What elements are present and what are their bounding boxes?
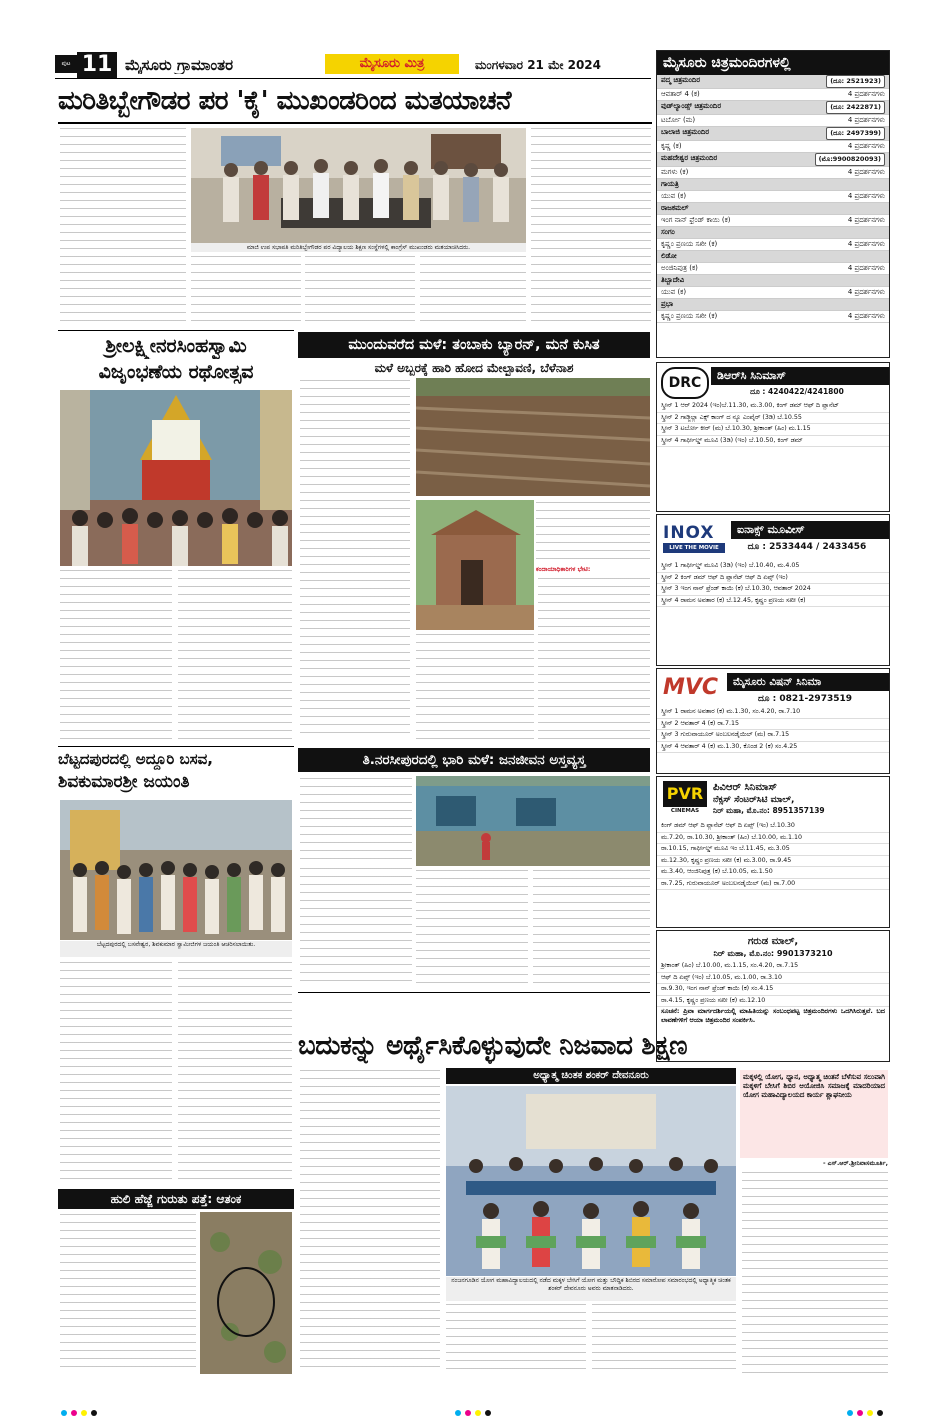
theatre-row	[657, 179, 889, 191]
lead-body-text-3	[305, 256, 415, 328]
theatre-name: ತಿಬ್ಬಾದೇವಿ	[661, 276, 685, 284]
sidebar-note-text: ಮಕ್ಕಳಲ್ಲಿ ಯೋಗ, ಧ್ಯಾನ, ಅಧ್ಯಾತ್ಮ ಚಿಂತನೆ ಬೆಳೆಸುವ ಸಲುವಾಗಿ ಮಕ್ಕಳಿಗೆ ಬೇಸಿಗೆ ಶಿಬಿರ ಆಯೋಜಿಸಿ ಸಮಾಜಕ್ಕೆ ಮಾದರಿಯಾದ ಯೋಗ ಮಹಾವಿದ್ಯಾಲಯದ ಕಾರ್ಯ ಶ್ಲಾಘನೀಯ	[743, 1073, 885, 1099]
theatre-name: ಇಂಗ ನಾನ್ ಫ್ರೆಂಡ್ ಕಾಯಿ (ಕ)	[661, 216, 731, 224]
schedule-row: ರಾ.9.30, ಇಂಗ ನಾನ್ ಫ್ರೆಂಡ್ ಕಾಯಿ (ಕ) ಸಂ.4.15	[657, 984, 889, 996]
pvr-block	[656, 776, 890, 928]
education-caption: ನಂಜನಗೂಡಿನ ಯೋಗ ಮಹಾವಿದ್ಯಾಲಯದಲ್ಲಿ ನಡೆದ ಮಕ್ಕಳ ಬೇಸಿಗೆ ಯೋಗ ಮತ್ತು ಬೌದ್ಧಿಕ ಶಿಬಿರದ ಸಮಾರೋಪ ಸಮಾರಂಭದಲ್ಲಿ ಅಧ್ಯಾತ್ಮಿಕ ಚಿಂತಕ ಶಂಕರ್ ದೇವನೂರು ಅವರು ಮಾತನಾಡಿದರು.	[446, 1277, 736, 1301]
lead-body-text-5	[531, 128, 651, 328]
theatre-row	[657, 227, 889, 239]
schedule-row: ರಾ.7.25, ಗುರುವಾಯೂರ್ ಅಂಬಲನಡೈಯಿಲ್ (ಮ) ರಾ.7.00	[657, 879, 889, 891]
lead-body-text-2	[191, 256, 301, 328]
theatre-info: 4 ಪ್ರದರ್ಶನಗಳು	[847, 116, 885, 124]
chariot-headline-1: ಶ್ರೀಲಕ್ಷ್ಮೀನರಸಿಂಹಸ್ವಾಮಿ	[105, 335, 247, 357]
theatre-info: 4 ಪ್ರದರ್ಶನಗಳು	[847, 312, 885, 320]
schedule-row: ಮ.7.20, ರಾ.10.30, ಶ್ರೀಕಾಂತ್ (ಹಿಂ) ಬೆ.10.00, ಮ.1.10	[657, 833, 889, 845]
tnarsipur-body	[300, 778, 412, 860]
theatre-name: ಅಂಜಿನಿಪುತ್ರ (ಕ)	[661, 264, 698, 272]
page-number: 11	[77, 52, 117, 78]
theatre-row	[657, 115, 889, 127]
registration-dots-left	[60, 1402, 100, 1410]
registration-dots-mid	[454, 1402, 494, 1410]
theatre-row	[657, 203, 889, 215]
header-bar	[55, 52, 651, 79]
theatre-row	[657, 89, 889, 101]
theatre-info: 4 ಪ್ರದರ್ಶನಗಳು	[847, 192, 885, 200]
theatre-name: ಕೃಷ್ಣಂ ಪ್ರಣಯ ಸಖೀ (ಕ)	[661, 240, 718, 248]
rain-field-photo	[416, 378, 650, 496]
theatre-name: ಯುವ (ಕ)	[661, 288, 687, 296]
basava-headline-2: ಶಿವಕುಮಾರಶ್ರೀ ಜಯಂತಿ	[58, 772, 190, 792]
schedule-row: ಸ್ಕ್ರೀನ್ 3 ಟರ್ಬೋ ಕೀರ್ (ಮ) ಬೆ.10.30, ಶ್ರೀಕಾಂತ್ (ಹಿಂ) ಮ.1.15	[657, 424, 889, 436]
schedule-row: ಕಿಂಗ್ ಡಮ್ ಆಫ್ ದಿ ಪ್ಲಾನೆಟ್ ಆಫ್ ದಿ ಏಪ್ಸ್ (ಇಂ) ಬೆ.10.30	[657, 821, 889, 833]
theatre-row	[657, 191, 889, 203]
tnarsipur-headline: ತಿ.ನರಸೀಪುರದಲ್ಲಿ ಭಾರಿ ಮಳೆ: ಜನಜೀವನ ಅಸ್ತವ್ಯಸ್ತ	[298, 748, 650, 772]
drc-block	[656, 362, 890, 512]
theatre-row	[657, 101, 889, 115]
chariot-headline-2: ವಿಜೃಂಭಣೆಯ ರಥೋತ್ಸವ	[98, 361, 254, 383]
lead-photo	[191, 128, 526, 243]
schedule-row: ಸ್ಕ್ರೀನ್ 2 ಕಿಂಗ್ ಡಮ್ ಆಫ್ ದಿ ಪ್ಲಾನೆಟ್ ಆಫ್ ದಿ ಏಪ್ಸ್ (ಇಂ)	[657, 573, 889, 585]
theatre-name: ಗಾಯತ್ರಿ	[661, 180, 679, 188]
theatre-info: (ಮೊ:9900820093)	[815, 153, 885, 166]
schedule-row: ಸ್ಕ್ರೀನ್ 2 ಗಾಡ್ಜಿಲ್ಲಾ ಎಕ್ಸ್ ಕಾಂಗ್ ದ ನ್ಯೂ ಎಂಪೈರ್ (3ಡಿ) ಬೆ.10.55	[657, 413, 889, 425]
pvr-logo-sub: CINEMAS	[670, 808, 700, 814]
mvc-title: ಮೈಸೂರು ವಿಷನ್ ಸಿನಿಮಾ	[727, 673, 889, 691]
schedule-row: ಮ.3.40, ಆಂಜಿನಿಪುತ್ರ (ಕ) ಬೆ.10.05, ಮ.1.50	[657, 867, 889, 879]
theatre-name: ಬಾಲಾಜಿ ಚಿತ್ರಮಂದಿರ	[661, 128, 710, 136]
theatre-info: 4 ಪ್ರದರ್ಶನಗಳು	[847, 240, 885, 248]
garuda-phone: ನಿರ್ ಮಹಾ, ಮೊ.ನಂ: 9901373210	[713, 949, 833, 958]
lead-body-text	[60, 128, 186, 328]
lead-body-text-4	[420, 256, 526, 328]
schedule-row: ಸ್ಕ್ರೀನ್ 3 ಗುರುವಾಯೂರ್ ಅಂಬಲನಡೈಯಿಲ್ (ಮ) ರಾ.7.15	[657, 730, 889, 742]
inox-phone: ದೂ : 2533444 / 2433456	[747, 542, 867, 552]
pvr-title: ಪಿವಿಆರ್ ಸಿನಿಮಾಸ್	[713, 782, 777, 793]
schedule-row: ಮ.12.30, ಕೃಷ್ಣಂ ಪ್ರಣಯ ಸಖೀ (ಕ) ಮ.3.00, ರಾ.9.45	[657, 856, 889, 868]
education-photo	[446, 1086, 736, 1276]
theatre-title: ಮೈಸೂರು ಚಿತ್ರಮಂದಿರಗಳಲ್ಲಿ	[657, 51, 889, 75]
registration-dots-right	[846, 1402, 886, 1410]
theatre-row	[657, 167, 889, 179]
theatre-name: ಮಗಳು (ಕ)	[661, 168, 689, 176]
theatre-info: 4 ಪ್ರದರ್ಶನಗಳು	[847, 168, 885, 176]
basava-body-2	[178, 962, 292, 1184]
drc-title: ಡಿಆರ್‌ಸಿ ಸಿನಿಮಾಸ್	[711, 367, 889, 385]
basava-headline-1: ಬೆಟ್ಟದಪುರದಲ್ಲಿ ಅದ್ದೂರಿ ಬಸವ,	[58, 750, 213, 768]
theatre-name: ಕೃಷ್ಣಂ ಪ್ರಣಯ ಸಖೀ (ಕ)	[661, 312, 718, 320]
theatre-row	[657, 311, 889, 323]
issue-date: ಮಂಗಳವಾರ 21 ಮೇ 2024	[475, 58, 602, 72]
theatre-name: ಕೃಷ್ಣ (ಕ)	[661, 142, 682, 150]
theatre-info: 4 ಪ್ರದರ್ಶನಗಳು	[847, 142, 885, 150]
inox-title: ಐನಾಕ್ಸ್ ಮೂವೀಸ್	[731, 521, 889, 539]
theatre-row	[657, 299, 889, 311]
education-kicker: ಅಧ್ಯಾತ್ಮ ಚಿಂತಕ ಶಂಕರ್ ದೇವನೂರು	[446, 1068, 736, 1084]
theatre-row	[657, 287, 889, 299]
theatre-name: ಆವತಾರ್ 4 (ಕ)	[661, 90, 700, 98]
tnarsipur-photo	[416, 776, 650, 866]
inox-logo: INOX	[663, 523, 715, 543]
theatre-name: ವುಡ್‌ಲ್ಯಾಂಡ್ಸ್ ಚಿತ್ರಮಂದಿರ	[661, 102, 722, 110]
schedule-row: ಆಫ್ ದಿ ಏಪ್ಸ್ (ಇಂ) ಬೆ.10.05, ಮ.1.00, ರಾ.3.10	[657, 973, 889, 985]
rain-body-3	[416, 634, 534, 740]
theatre-info: (ದೂ: 2521923)	[826, 75, 885, 88]
schedule-row: ಸ್ಕ್ರೀನ್ 1 ಆರ್ 2024 (ಇಂ)ಬೆ.11.30, ಮ.3.00, ಕಿಂಗ್ ಡಮ್ ಆಫ್ ದಿ ಪ್ಲಾನೆಟ್	[657, 401, 889, 413]
garuda-title: ಗರುಡ ಮಾಲ್,	[747, 936, 799, 947]
education-byline: - ಎಸ್.ಆರ್.ಶ್ರೀನಿವಾಸಮೂರ್ತಿ,	[822, 1160, 888, 1167]
inox-logo-sub: LIVE THE MOVIE	[663, 543, 725, 553]
rain-subhead: ಮಳೆ ಅಬ್ಬರಕ್ಕೆ ಹಾರಿ ಹೋದ ಮೇಲ್ಛಾವಣಿ, ಬೆಳೆನಾಶ	[374, 361, 574, 375]
schedule-row: ಶ್ರೀಕಾಂತ್ (ಹಿಂ) ಬೆ.10.00, ಮ.1.15, ಸಂ.4.20, ರಾ.7.15	[657, 961, 889, 973]
lead-caption: ಮಾಜಿ ಉಪ ಸಭಾಪತಿ ಮರಿತಿಬ್ಬೇಗೌಡರ ಪರ ವಿದ್ಯಾಲಯ ಶಿಕ್ಷಣ ಸಂಸ್ಥೆಗಳಲ್ಲಿ ಕಾಂಗ್ರೆಸ್ ಮುಖಂಡರು ಮತಯಾಚಿಸಿದರು.	[191, 243, 526, 252]
garuda-block	[656, 930, 890, 1062]
theatre-name: ಮಹದೇಶ್ವರ ಚಿತ್ರಮಂದಿರ	[661, 154, 718, 162]
basava-photo	[60, 800, 292, 940]
education-headline: ಬದುಕನ್ನು ಅರ್ಥೈಸಿಕೊಳ್ಳುವುದೇ ನಿಜವಾದ ಶಿಕ್ಷಣ	[298, 1031, 688, 1061]
drc-logo: DRC	[661, 367, 709, 399]
mvc-phone: ದೂ : 0821-2973519	[757, 694, 853, 704]
theatre-row	[657, 263, 889, 275]
basava-body	[60, 962, 172, 1184]
theatre-name: ಸಂಗಂ	[661, 228, 675, 236]
schedule-row: ಸ್ಕ್ರೀನ್ 1 ಗಾರ್ಫೀಲ್ಡ್ ಮೂವಿ (3ಡಿ) (ಇಂ) ಬೆ.10.40, ಮ.4.05	[657, 561, 889, 573]
education-body-3	[592, 1304, 736, 1374]
rain-photo-caption: ಕಂದಾಯಾಧಿಕಾರಿಗಳ ಭೇಟಿ:	[536, 566, 591, 573]
education-sidebar-note	[740, 1070, 888, 1158]
theatre-info: (ದೂ: 2497399)	[826, 127, 885, 140]
theatre-name: ಪದ್ಮ ಚಿತ್ರಮಂದಿರ	[661, 76, 701, 84]
theatre-row	[657, 275, 889, 287]
pvr-logo: PVR	[663, 781, 707, 807]
tiger-headline: ಹುಲಿ ಹೆಜ್ಜೆ ಗುರುತು ಪತ್ತೆ: ಆತಂಕ	[58, 1189, 294, 1209]
tnarsipur-body-3	[416, 870, 528, 988]
inox-block	[656, 514, 890, 666]
theatre-note: ಸೂಚನೆ: ಪ್ರಿವಾ ಮಾರ್ಗದರ್ಶಿಯಲ್ಲಿ ಮಾಹಿತಿಯನ್ನು ಸಂಬಂಧಪಟ್ಟ ಚಿತ್ರಮಂದಿರಗಳು ಒದಗಿಸಿರುತ್ತವೆ. ಬದಲಾವಣೆಗಳಿಗೆ ಆಯಾ ಚಿತ್ರಮಂದಿರ ಸಂಪರ್ಕಿಸಿ.	[661, 1007, 885, 1024]
tnarsipur-body-2	[300, 868, 412, 988]
rain-body-2	[536, 502, 650, 564]
schedule-row: ರಾ.4.15, ಕೃಷ್ಣಂ ಪ್ರಣಯ ಸಖೀ (ಕ) ಮ.12.10	[657, 996, 889, 1008]
basava-caption: ಬೆಟ್ಟದಪುರದಲ್ಲಿ ಬಸವೇಶ್ವರ, ಶಿವಕುಮಾರ ಸ್ವಾಮೀಜಿಗಳ ಜಯಂತಿ ಆಚರಿಸಲಾಯಿತು.	[60, 941, 292, 957]
theatre-info: 4 ಪ್ರದರ್ಶನಗಳು	[847, 264, 885, 272]
theatre-listing	[656, 50, 890, 358]
page-label: ಪುಟ	[55, 55, 77, 73]
rain-house-photo	[416, 500, 534, 630]
education-body-4	[742, 1172, 888, 1374]
theatre-row	[657, 215, 889, 227]
rain-body-4	[538, 578, 650, 740]
education-body	[300, 1070, 440, 1374]
chariot-photo	[60, 390, 292, 566]
chariot-body	[60, 570, 172, 742]
schedule-row: ಸ್ಕ್ರೀನ್ 4 ಆವತಾರ್ 4 (ಕ) ಮ.1.30, ಕೊಂಡ 2 (ಕ) ಸಂ.4.25	[657, 742, 889, 754]
theatre-row	[657, 127, 889, 141]
drc-phone: ದೂ : 4240422/4241800	[750, 387, 844, 396]
theatre-row	[657, 239, 889, 251]
theatre-row	[657, 141, 889, 153]
theatre-name: ಲಿಡೋ	[661, 252, 677, 260]
mvc-block	[656, 668, 890, 774]
theatre-info: 4 ಪ್ರದರ್ಶನಗಳು	[847, 216, 885, 224]
schedule-row: ಸ್ಕ್ರೀನ್ 1 ರಾಮನ ಅವತಾರ (ಕ) ಮ.1.30, ಸಂ.4.20, ರಾ.7.10	[657, 707, 889, 719]
schedule-row: ಸ್ಕ್ರೀನ್ 2 ಆವತಾರ್ 4 (ಕ) ರಾ.7.15	[657, 719, 889, 731]
schedule-row: ರಾ.10.15, ಗಾರ್ಫೀಲ್ಡ್ ಮೂವಿ ಇಂ ಬೆ.11.45, ಮ.3.05	[657, 844, 889, 856]
rain-headline: ಮುಂದುವರೆದ ಮಳೆ: ತಂಬಾಕು ಬ್ಯಾರನ್, ಮನೆ ಕುಸಿತ	[298, 332, 650, 358]
theatre-row	[657, 153, 889, 167]
pvr-phone: ನಿರ್ ಮಹಾ, ಮೊ.ನಂ: 8951357139	[713, 806, 825, 815]
theatre-info: (ದೂ: 2422871)	[826, 101, 885, 114]
schedule-row: ಸ್ಕ್ರೀನ್ 3 ಇಂಗ ನಾನ್ ಫ್ರೆಂಡ್ ಕಾಯಿ (ಕ) ಬೆ.10.30, ಆವತಾರ್ 2024	[657, 584, 889, 596]
tnarsipur-body-4	[533, 870, 650, 988]
theatre-info: 4 ಪ್ರದರ್ಶನಗಳು	[847, 90, 885, 98]
tiger-photo	[200, 1212, 292, 1374]
theatre-name: ಟರ್ಬೋ (ಮ)	[661, 116, 696, 124]
theatre-name: ಯುವ (ಕ)	[661, 192, 687, 200]
theatre-name: ರಾಜಕಮಲ್	[661, 204, 689, 212]
mvc-logo: MVC	[663, 675, 719, 700]
rain-body	[300, 380, 410, 740]
pvr-subtitle: ನೆಕ್ಸಸ್ ಸೆಂಟರ್‌ಸಿಟಿ ಮಾಲ್,	[713, 795, 795, 805]
tiger-body	[60, 1214, 196, 1374]
theatre-row	[657, 251, 889, 263]
chariot-body-2	[178, 570, 292, 742]
masthead-logo: ಮೈಸೂರು ಮಿತ್ರ	[325, 54, 459, 74]
theatre-info: 4 ಪ್ರದರ್ಶನಗಳು	[847, 288, 885, 296]
theatre-row	[657, 75, 889, 89]
schedule-row: ಸ್ಕ್ರೀನ್ 4 ಗಾರ್ಫೀಲ್ಡ್ ಮೂವಿ (3ಡಿ) (ಇಂ) ಬೆ.10.50, ಕಿಂಗ್ ಡಮ್	[657, 436, 889, 448]
education-body-2	[446, 1304, 586, 1374]
section-title: ಮೈಸೂರು ಗ್ರಾಮಾಂತರ	[125, 56, 234, 74]
theatre-name: ಪ್ರಭಾ	[661, 300, 674, 308]
lead-headline: ಮರಿತಿಬ್ಬೇಗೌಡರ ಪರ 'ಕೈ' ಮುಖಂಡರಿಂದ ಮತಯಾಚನೆ	[58, 86, 512, 116]
schedule-row: ಸ್ಕ್ರೀನ್ 4 ರಾಮನ ಅವತಾರ (ಕ) ಬೆ.12.45, ಕೃಷ್ಣಂ ಪ್ರಣಯ ಸಖೀ (ಕ)	[657, 596, 889, 608]
